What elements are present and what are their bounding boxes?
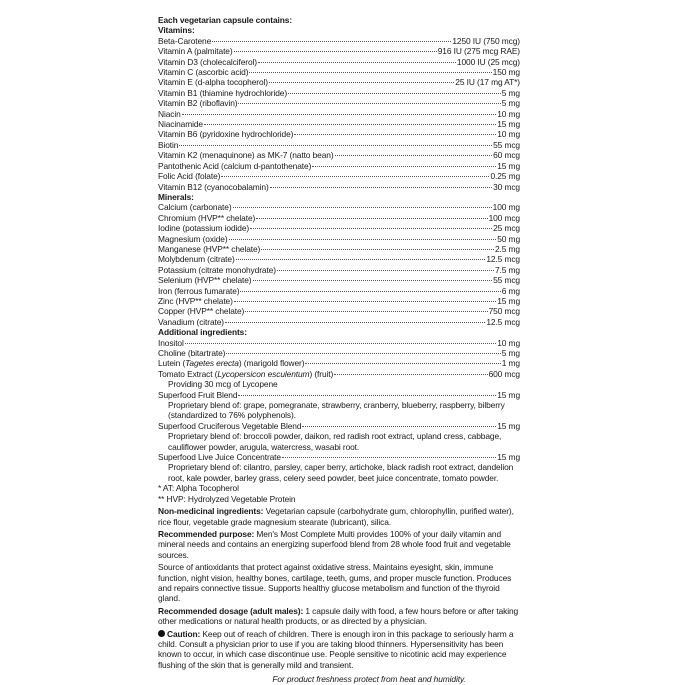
- ingredient-row-tomato: Tomato Extract (Lycopersicon esculentum) (fruit) 600 mcg: [158, 368, 520, 379]
- vitamin-amount: 25 IU (17 mg AT*): [455, 77, 520, 88]
- vitamin-row: [158, 182, 520, 192]
- vitamin-name: Vitamin C (ascorbic acid): [158, 67, 249, 78]
- mineral-amount: 50 mg: [497, 233, 520, 244]
- mineral-row: [158, 296, 520, 306]
- vitamins-list: [158, 36, 520, 192]
- antioxidants-paragraph: Source of antioxidants that protect against oxidative stress. Maintains eyesight, skin, immune function, night vision, healthy bones, cartilage, teeth, gums, and proper muscle function. Produces and repairs connective tissue. Supports healthy glucose metabolism and function of the thyroid gland.: [158, 562, 512, 604]
- vitamin-name: Vitamin E (d-alpha tocopherol): [158, 77, 268, 88]
- ingredient-row-lutein: Lutein (Tagetes erecta) (marigold flower) 1 mg: [158, 358, 520, 369]
- mineral-amount: 7.5 mg: [494, 264, 520, 275]
- vitamin-name: Niacin: [158, 108, 181, 119]
- ingredient-row-veg-blend: Superfood Cruciferous Vegetable Blend 15 mg: [158, 420, 520, 431]
- mineral-name: Chromium (HVP** chelate): [158, 212, 256, 223]
- mineral-name: Iodine (potassium iodide): [158, 223, 250, 234]
- mineral-row: [158, 213, 520, 223]
- vitamin-name: Vitamin B6 (pyridoxine hydrochloride): [158, 129, 294, 140]
- veg-blend-note: Proprietary blend of: broccoli powder, daikon, red radish root extract, upland cress, cabbage, cauliflower powder, arugula, watercress, wasabi root.: [168, 431, 502, 452]
- vitamin-amount: 150 mg: [492, 67, 520, 78]
- vitamins-heading: Vitamins:: [158, 25, 195, 36]
- mineral-name: Zinc (HVP** chelate): [158, 295, 233, 306]
- vitamin-row: [158, 36, 520, 46]
- footnote-hvp: ** HVP: Hydrolyzed Vegetable Protein: [158, 493, 296, 504]
- vitamin-row: [158, 67, 520, 77]
- footnote-at: * AT: Alpha Tocopherol: [158, 483, 239, 494]
- vitamin-name: Niacinamide: [158, 119, 203, 130]
- vitamin-name: Vitamin B1 (thiamine hydrochloride): [158, 87, 288, 98]
- vitamin-amount: 916 IU (275 mcg RAE): [437, 46, 520, 57]
- vitamin-row: [158, 77, 520, 87]
- ingredient-row-inositol: Inositol 10 mg: [158, 337, 520, 348]
- mineral-row: [158, 306, 520, 316]
- caution-bullet-icon: [158, 630, 165, 637]
- mineral-row: [158, 275, 520, 285]
- vitamin-amount: 1250 IU (750 mcg): [452, 35, 520, 46]
- mineral-row: [158, 234, 520, 244]
- mineral-amount: 100 mcg: [488, 212, 520, 223]
- vitamin-amount: 55 mcg: [493, 139, 520, 150]
- vitamin-amount: 10 mg: [497, 129, 520, 140]
- mineral-amount: 100 mg: [492, 202, 520, 213]
- vitamin-row: [158, 57, 520, 67]
- mineral-name: Calcium (carbonate): [158, 202, 232, 213]
- mineral-name: Molybdenum (citrate): [158, 254, 235, 265]
- mineral-name: Iron (ferrous fumarate): [158, 285, 240, 296]
- purpose-paragraph: Recommended purpose: Men's Most Complete Multi provides 100% of your daily vitamin and mineral needs and contains an energizing superfood blend from 28 whole food fruit and vegetable sources.: [158, 528, 511, 560]
- freshness-note: For product freshness protect from heat and humidity.: [272, 674, 466, 685]
- juice-note: Proprietary blend of: cilantro, parsley, caper berry, artichoke, black radish root extract, dandelion root, kale powder, barley grass, celery seed powder, beet juice concentrate, tomato powder.: [168, 462, 514, 483]
- vitamin-row: [158, 46, 520, 56]
- vitamin-row: [158, 161, 520, 171]
- fruit-blend-note: Proprietary blend of: grape, pomegranate, strawberry, cranberry, blueberry, raspberry, bilberry (standardized to 76% polyphenols).: [168, 400, 505, 421]
- vitamin-amount: 10 mg: [497, 108, 520, 119]
- mineral-amount: 55 mcg: [493, 275, 520, 286]
- vitamin-amount: 5 mg: [501, 87, 520, 98]
- intro-heading: Each vegetarian capsule contains:: [158, 15, 293, 25]
- vitamin-name: Pantothenic Acid (calcium d-pantothenate): [158, 160, 312, 171]
- vitamin-amount: 5 mg: [501, 98, 520, 109]
- vitamin-amount: 0.25 mg: [490, 171, 520, 182]
- mineral-name: Selenium (HVP** chelate): [158, 275, 252, 286]
- mineral-name: Copper (HVP** chelate): [158, 306, 245, 317]
- vitamin-amount: 15 mg: [497, 119, 520, 130]
- ingredient-row-juice: Superfood Live Juice Concentrate 15 mg: [158, 452, 520, 463]
- tomato-note: Providing 30 mcg of Lycopene: [168, 379, 278, 390]
- mineral-row: [158, 286, 520, 296]
- mineral-row: [158, 202, 520, 212]
- vitamin-name: Vitamin B2 (riboflavin): [158, 98, 238, 109]
- mineral-row: [158, 317, 520, 327]
- vitamin-row: [158, 88, 520, 98]
- mineral-name: Vanadium (citrate): [158, 316, 225, 327]
- vitamin-name: Beta-Carotene: [158, 35, 212, 46]
- mineral-amount: 12.5 mcg: [486, 316, 520, 327]
- vitamin-row: [158, 140, 520, 150]
- mineral-row: [158, 244, 520, 254]
- additional-heading: Additional ingredients:: [158, 327, 247, 338]
- caution-paragraph: Caution: Keep out of reach of children. There is enough iron in this package to seriously harm a child. Consult a physician prior to use if you are taking blood thinners. Hypersensitivity has been known to occur, in which case discontinue use. People sensitive to nicotinic acid may experience flushing of the skin that is generally mild and transient.: [158, 628, 514, 670]
- vitamin-amount: 15 mg: [497, 160, 520, 171]
- mineral-amount: 12.5 mcg: [486, 254, 520, 265]
- vitamin-name: Vitamin A (palmitate): [158, 46, 233, 57]
- vitamin-name: Vitamin K2 (menaquinone) as MK-7 (natto bean): [158, 150, 334, 161]
- vitamin-amount: 30 mcg: [493, 181, 520, 192]
- vitamin-row: [158, 119, 520, 129]
- mineral-amount: 750 mcg: [488, 306, 520, 317]
- vitamin-amount: 60 mcg: [493, 150, 520, 161]
- mineral-row: [158, 254, 520, 264]
- mineral-name: Potassium (citrate monohydrate): [158, 264, 276, 275]
- vitamin-name: Vitamin B12 (cyanocobalamin): [158, 181, 269, 192]
- ingredient-row-choline: Choline (bitartrate) 5 mg: [158, 348, 520, 358]
- mineral-name: Magnesium (oxide): [158, 233, 228, 244]
- vitamin-name: Folic Acid (folate): [158, 171, 221, 182]
- minerals-heading: Minerals:: [158, 191, 194, 202]
- minerals-list: [158, 202, 520, 327]
- non-medicinal-paragraph: Non-medicinal ingredients: Vegetarian capsule (carbohydrate gum, chlorophyllin, purified water), rice flour, vegetable grade magnesium stearate (lubricant), silica.: [158, 506, 514, 527]
- vitamin-row: [158, 98, 520, 108]
- vitamin-row: [158, 129, 520, 139]
- dosage-paragraph: Recommended dosage (adult males): 1 capsule daily with food, a few hours before or after taking other medications or natural health products, or as directed by a physician.: [158, 605, 519, 627]
- supplement-label: [158, 15, 520, 685]
- ingredient-row-fruit-blend: Superfood Fruit Blend 15 mg: [158, 389, 520, 400]
- vitamin-amount: 1000 IU (25 mcg): [456, 56, 520, 67]
- vitamin-name: Biotin: [158, 139, 179, 150]
- mineral-amount: 25 mcg: [493, 223, 520, 234]
- mineral-name: Manganese (HVP** chelate): [158, 243, 261, 254]
- mineral-row: [158, 265, 520, 275]
- vitamin-row: [158, 171, 520, 181]
- mineral-amount: 6 mg: [501, 285, 520, 296]
- vitamin-name: Vitamin D3 (cholecalciferol): [158, 56, 257, 67]
- vitamin-row: [158, 150, 520, 160]
- mineral-row: [158, 223, 520, 233]
- vitamin-row: [158, 109, 520, 119]
- mineral-amount: 2.5 mg: [494, 243, 520, 254]
- mineral-amount: 15 mg: [497, 295, 520, 306]
